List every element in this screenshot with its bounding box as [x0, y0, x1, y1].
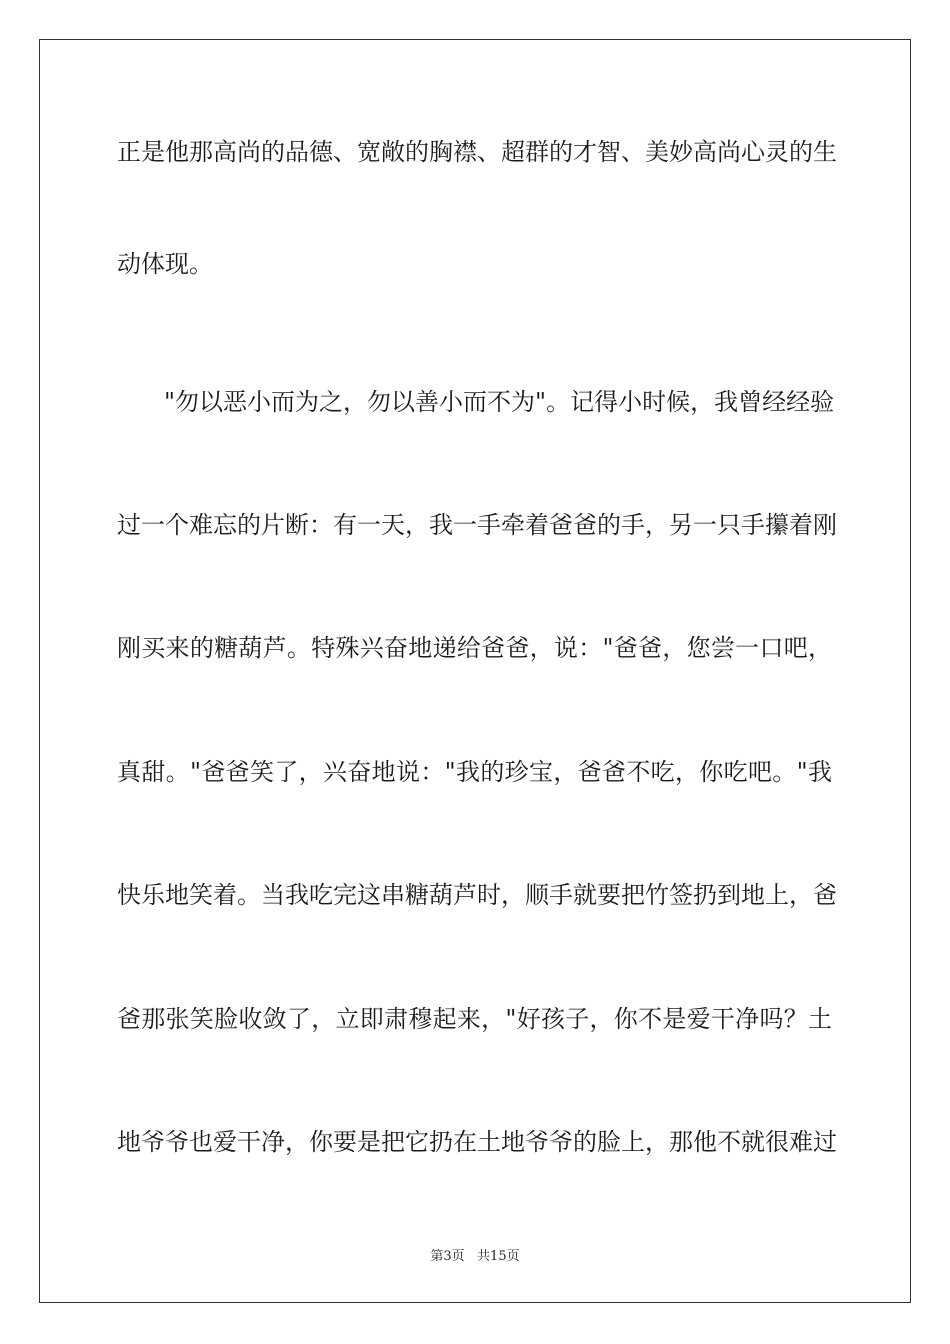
text-line-7: 快乐地笑着。当我吃完这串糖葫芦时，顺手就要把竹签扔到地上，爸 — [117, 881, 837, 909]
page-number-footer: 第3页 共15页 — [430, 1249, 520, 1264]
text-line-4: 过一个难忘的片断：有一天，我一手牵着爸爸的手，另一只手攥着刚 — [117, 511, 837, 539]
page-border — [39, 39, 911, 1303]
text-line-9: 地爷爷也爱干净，你要是把它扔在土地爷爷的脸上，那他不就很难过 — [117, 1128, 837, 1156]
text-line-8: 爸那张笑脸收敛了，立即肃穆起来，"好孩子，你不是爱干净吗？土 — [117, 1005, 832, 1033]
text-line-5: 刚买来的糖葫芦。特殊兴奋地递给爸爸，说："爸爸，您尝一口吧， — [117, 634, 832, 662]
text-line-1: 正是他那高尚的品德、宽敞的胸襟、超群的才智、美妙高尚心灵的生 — [117, 138, 837, 166]
text-line-3: "勿以恶小而为之，勿以善小而不为"。记得小时候，我曾经经验 — [164, 388, 835, 416]
text-line-6: 真甜。"爸爸笑了，兴奋地说："我的珍宝，爸爸不吃，你吃吧。"我 — [117, 758, 832, 786]
text-line-2: 动体现。 — [117, 250, 213, 278]
